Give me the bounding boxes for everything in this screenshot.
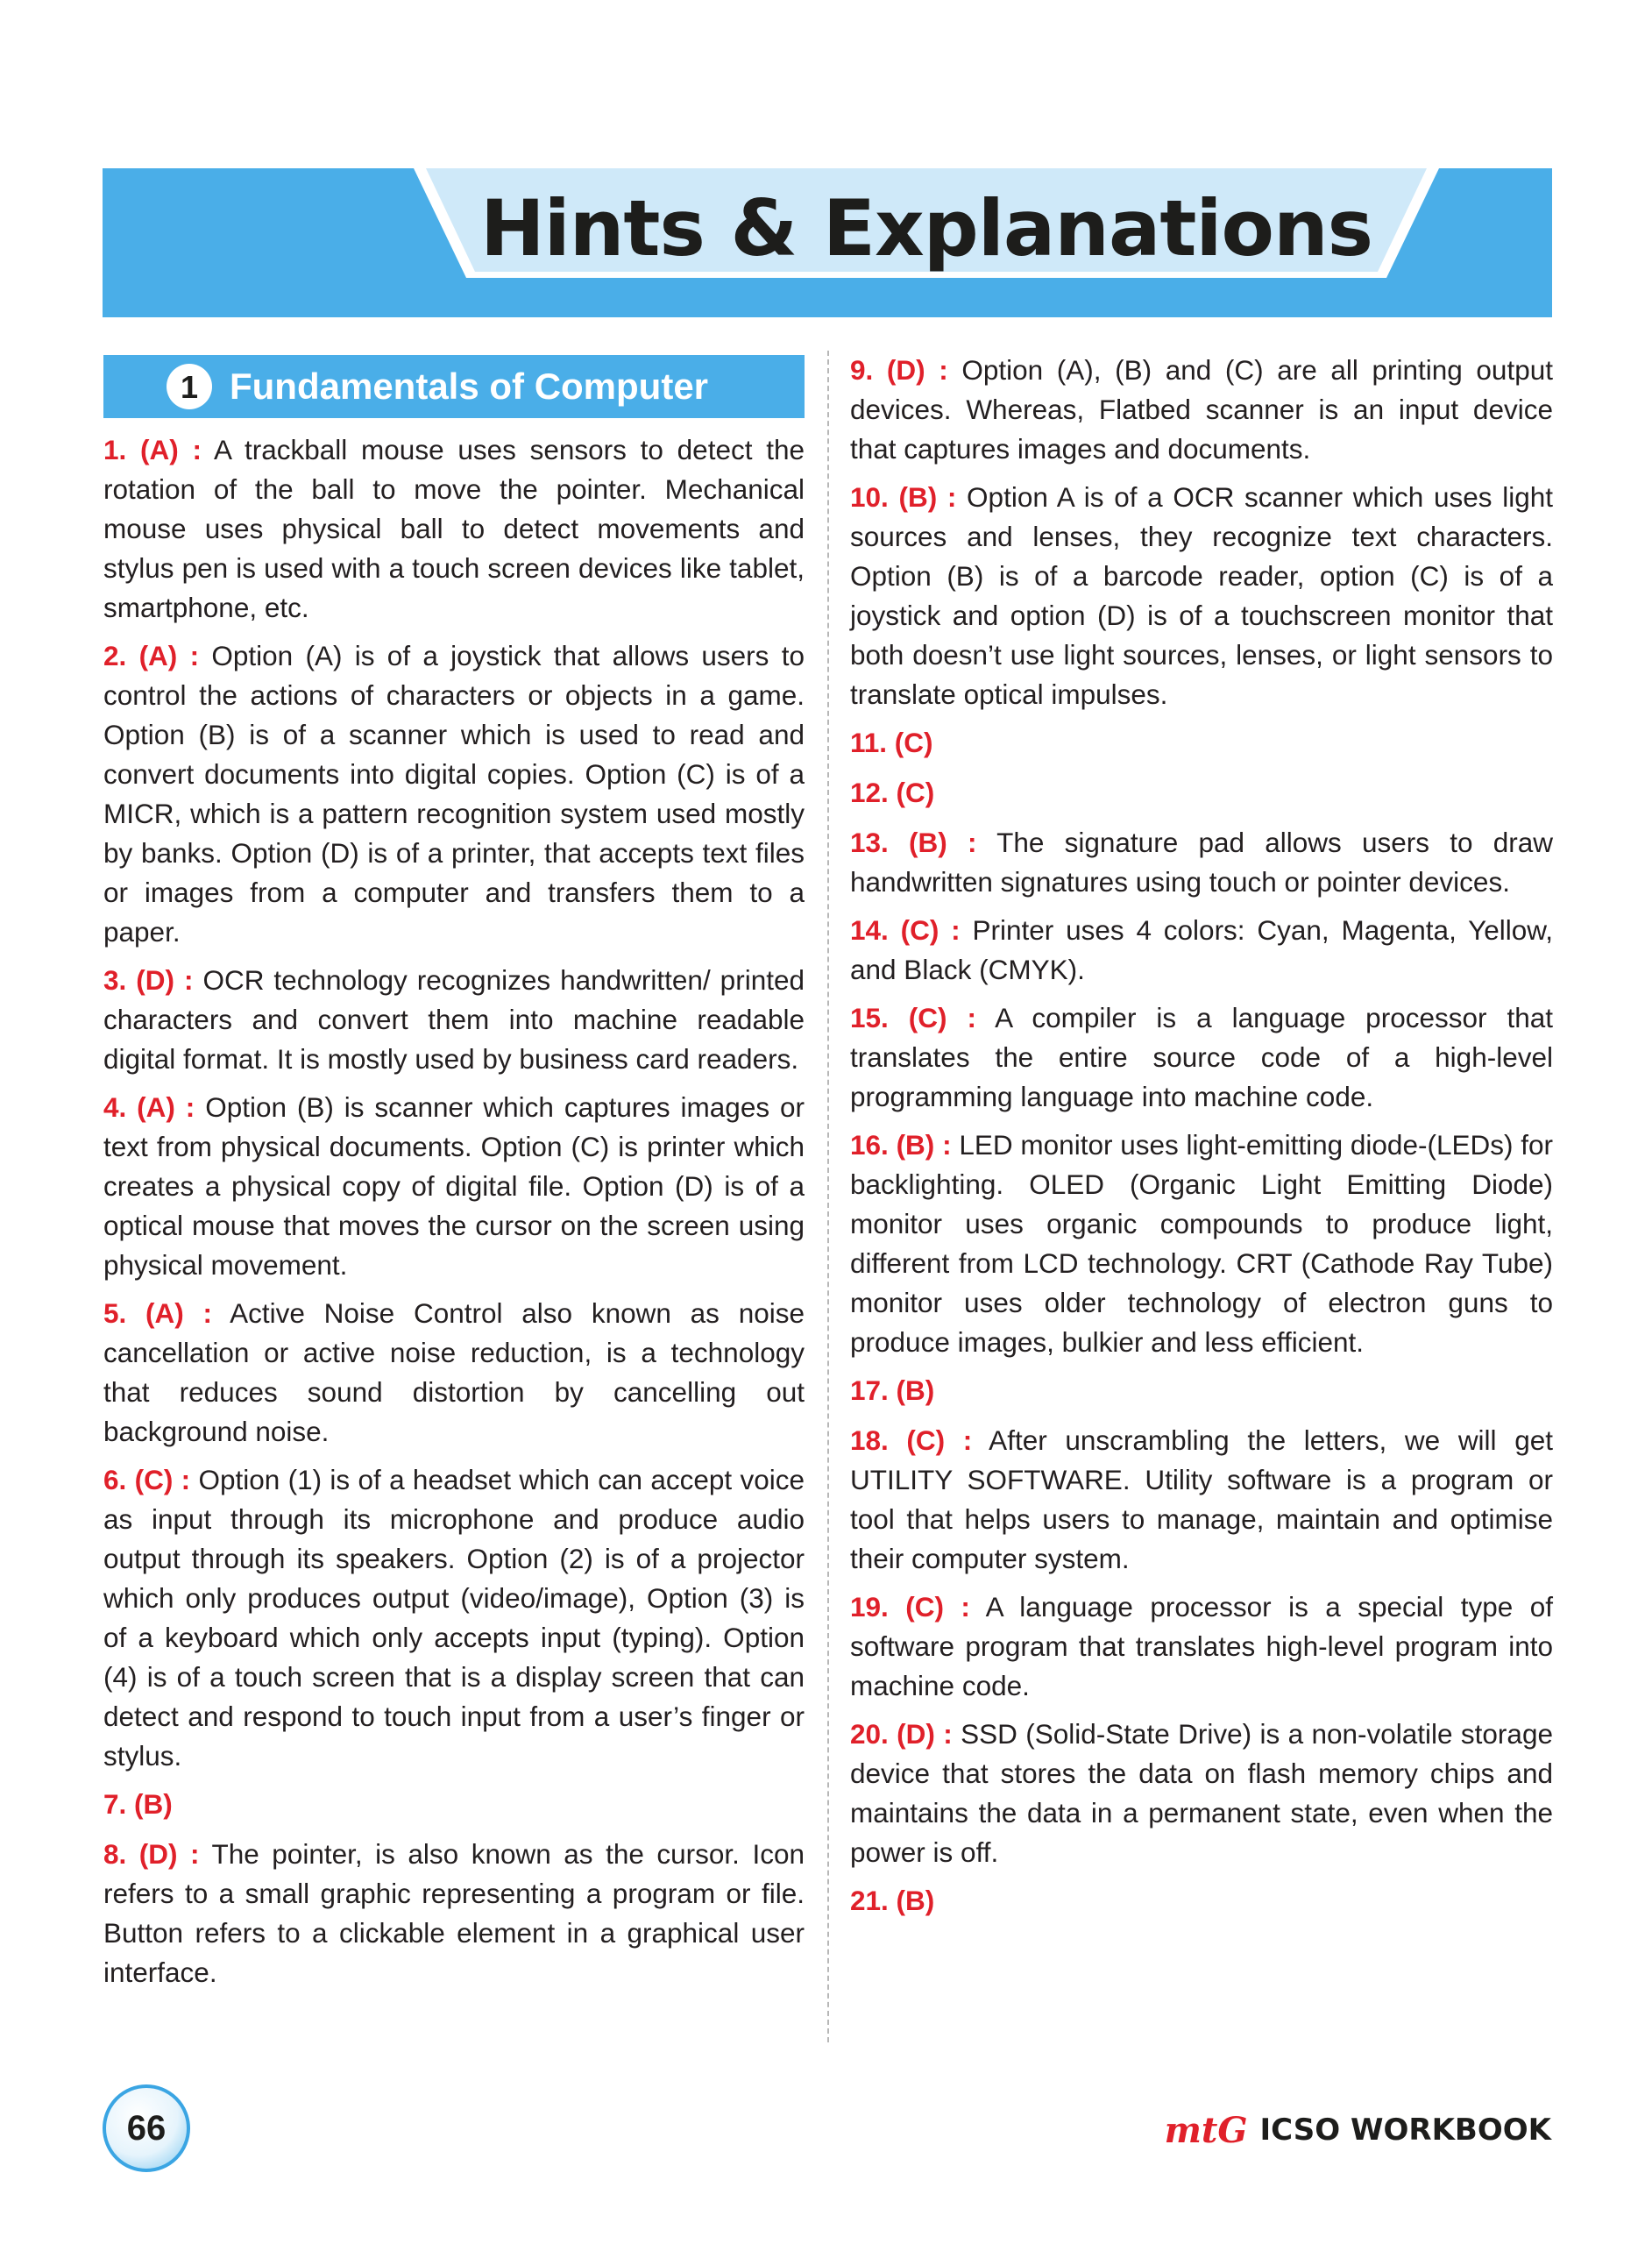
answer-item — [103, 1294, 805, 1452]
answer-item — [103, 961, 805, 1079]
answer-explanation: The pointer, is also known as the cursor. Icon refers to a small graphic representing a program or file. Button refers to a clickable element in a graphical user interface. — [103, 1838, 805, 1988]
answer-explanation: SSD (Solid-State Drive) is a non-volatile storage device that stores the data on flash memory chips and maintains the data in a permanent state, even when the power is off. — [850, 1718, 1553, 1868]
answer-explanation: Option (B) is scanner which captures images or text from physical documents. Option (C) is printer which creates a physical copy of digital file. Option (D) is of a optical mouse that moves the cursor on the screen using physical movement. — [103, 1091, 805, 1281]
answer-label: 17. (B) — [850, 1374, 935, 1406]
answer-item — [103, 1460, 805, 1776]
header-banner — [103, 168, 1552, 317]
right-column — [850, 351, 1553, 1931]
answer-item — [850, 998, 1553, 1117]
answer-explanation: A trackball mouse uses sensors to detect the rotation of the ball to move the pointer. Mechanical mouse uses physical ball to detect movements and stylus pen is used with a touch screen devices like tablet, smartphone, etc. — [103, 434, 805, 623]
answer-label: 20. (D) : — [850, 1718, 953, 1750]
answer-explanation: Printer uses 4 colors: Cyan, Magenta, Yellow, and Black (CMYK). — [850, 914, 1553, 985]
answer-label: 13. (B) : — [850, 827, 977, 858]
answer-item — [850, 773, 1553, 813]
answer-item — [850, 1715, 1553, 1872]
answer-explanation: Option (A), (B) and (C) are all printing output devices. Whereas, Flatbed scanner is an input device that captures images and documents. — [850, 354, 1553, 465]
answer-label: 16. (B) : — [850, 1129, 952, 1161]
answer-label: 5. (A) : — [103, 1297, 213, 1329]
answer-item — [850, 911, 1553, 990]
answer-item — [850, 351, 1553, 469]
answer-label: 11. (C) — [850, 727, 933, 758]
right-answer-list — [850, 351, 1553, 1921]
answer-label: 19. (C) : — [850, 1591, 970, 1623]
answer-item — [103, 1088, 805, 1285]
answer-label: 14. (C) : — [850, 914, 961, 946]
answer-item — [103, 430, 805, 628]
answer-item — [850, 823, 1553, 902]
left-column — [103, 355, 805, 2001]
answer-explanation: A language processor is a special type of software program that translates high-level program into machine code. — [850, 1591, 1553, 1701]
answer-label: 21. (B) — [850, 1885, 935, 1916]
answer-explanation: Option A is of a OCR scanner which uses light sources and lenses, they recognize text characters. Option (B) is of a barcode reader, option (C) is of a joystick and option (D) is of a touchscreen monitor that both doesn’t use light sources, lenses, or light sensors to translate optical impulses. — [850, 481, 1553, 710]
section-header — [103, 355, 805, 418]
answer-item — [850, 478, 1553, 714]
answer-item — [850, 1126, 1553, 1362]
page-title: Hints & Explanations — [479, 183, 1373, 273]
answer-explanation: LED monitor uses light-emitting diode-(LEDs) for backlighting. OLED (Organic Light Emitting Diode) monitor uses organic compounds to produce light, different from LCD technology. CRT (Cathode Ray Tube) monitor uses older technology of electron guns to produce images, bulkier and less efficient. — [850, 1129, 1554, 1358]
brand-logo: mtG — [1164, 2109, 1248, 2151]
answer-item — [103, 1835, 805, 1992]
answer-explanation: Active Noise Control also known as noise cancellation or active noise reduction, is a technology that reduces sound distortion by cancelling out background noise. — [103, 1297, 805, 1447]
answer-label: 1. (A) : — [103, 434, 202, 465]
answer-item — [103, 636, 805, 952]
answer-item — [850, 723, 1553, 763]
answer-label: 6. (C) : — [103, 1464, 191, 1495]
answer-label: 10. (B) : — [850, 481, 957, 513]
answer-explanation: The signature pad allows users to draw handwritten signatures using touch or pointer devices. — [850, 827, 1554, 898]
answer-item — [850, 1371, 1553, 1410]
answer-item — [850, 1587, 1553, 1706]
answer-item — [850, 1421, 1553, 1579]
page-number-badge — [103, 2084, 190, 2172]
answer-label: 8. (D) : — [103, 1838, 200, 1870]
section-number: 1 — [167, 364, 212, 409]
answer-item — [103, 1785, 805, 1824]
brand-text: ICSO WORKBOOK — [1259, 2113, 1551, 2148]
answer-label: 15. (C) : — [850, 1002, 976, 1033]
section-title: Fundamentals of Computer — [230, 366, 709, 407]
answer-explanation: OCR technology recognizes handwritten/ printed characters and convert them into machine readable digital format. It is mostly used by business card readers. — [103, 964, 805, 1075]
page-number: 66 — [126, 2109, 167, 2148]
answer-label: 3. (D) : — [103, 964, 194, 996]
answer-explanation: Option (A) is of a joystick that allows users to control the actions of characters or objects in a game. Option (B) is of a scanner which is used to read and convert documents into digital copies. Option (C) is of a MICR, which is a pattern recognition system used mostly by banks. Option (D) is of a printer, that accepts text files or images from a computer and transfers them to a paper. — [103, 640, 805, 948]
answer-explanation: A compiler is a language processor that translates the entire source code of a high-level programming language into machine code. — [850, 1002, 1553, 1112]
answer-explanation: After unscrambling the letters, we will get UTILITY SOFTWARE. Utility software is a program or tool that helps users to manage, maintain and optimise their computer system. — [850, 1424, 1553, 1574]
answer-label: 9. (D) : — [850, 354, 948, 386]
brand-footer — [1165, 2108, 1551, 2152]
header-title-panel — [414, 168, 1439, 278]
answer-explanation: Option (1) is of a headset which can accept voice as input through its microphone and produce audio output through its speakers. Option (2) is of a projector which only produces output (video/image), Option (3) is of a keyboard which only accepts input (typing). Option (4) is of a touch screen that is a display screen that can detect and respond to touch input from a user’s finger or stylus. — [103, 1464, 805, 1772]
answer-label: 4. (A) : — [103, 1091, 195, 1123]
column-divider — [827, 351, 829, 2042]
answer-label: 7. (B) — [103, 1788, 173, 1820]
left-answer-list — [103, 430, 805, 1992]
answer-label: 12. (C) — [850, 777, 935, 808]
answer-label: 2. (A) : — [103, 640, 200, 671]
answer-label: 18. (C) : — [850, 1424, 973, 1456]
answer-item — [850, 1881, 1553, 1921]
